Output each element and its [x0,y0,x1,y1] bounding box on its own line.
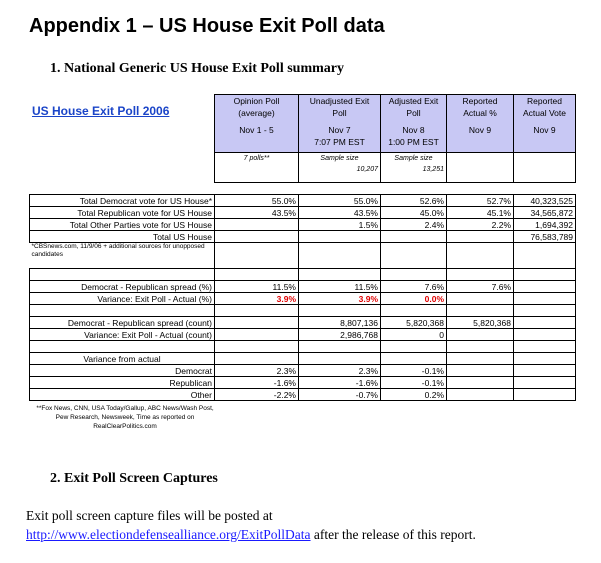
column-header [514,95,576,153]
value-cell: 43.5% [215,207,299,219]
blank-cell [381,341,447,353]
section-1-heading: 1. National Generic US House Exit Poll summary [50,61,344,76]
value-cell [514,293,576,305]
value-cell: -1.6% [215,377,299,389]
value-cell: -2.2% [215,389,299,401]
blank-cell [514,183,576,195]
value-cell: 0 [381,329,447,341]
value-cell: 8,807,136 [299,317,381,329]
vote-row [30,231,576,243]
value-cell: 2.4% [381,219,447,231]
row-label: Democrat - Republican spread (count) [30,317,215,329]
sample-size-cell [381,153,447,183]
blank-cell [447,183,514,195]
blank-cell [30,305,215,317]
value-cell [514,281,576,293]
value-cell [215,219,299,231]
value-cell: 34,565,872 [514,207,576,219]
value-cell: 11.5% [299,281,381,293]
sample-size-value: 13,251 [422,166,444,173]
variance-party-row [30,389,576,401]
value-cell: 2.3% [215,365,299,377]
variance-from-actual-label: Variance from actual [30,353,215,365]
value-cell: 2,986,768 [299,329,381,341]
value-cell [514,377,576,389]
column-header-l2: Actual % [463,108,497,118]
value-cell [447,293,514,305]
value-cell [514,317,576,329]
row-label: Other [30,389,215,401]
section-2-heading: 2. Exit Poll Screen Captures [50,471,218,486]
blank-cell [30,341,215,353]
blank-cell [514,269,576,281]
vote-row [30,219,576,231]
column-header [215,95,299,153]
variance-percent-row [30,293,576,305]
sample-size-row [30,153,576,183]
value-cell: 3.9% [215,293,299,305]
column-header-l2: Poll [332,108,347,118]
polls-footnote: **Fox News, CNN, USA Today/Gallup, ABC News/Wash Post, Pew Research, Newsweek, Time as reported on RealClearPolitics.com [36,405,214,430]
value-cell: 0.2% [381,389,447,401]
spread-percent-row [30,281,576,293]
blank-cell [447,243,514,269]
blank-cell [30,269,215,281]
exit-text-line-2 [26,525,476,544]
column-header-l1: Reported [462,96,498,106]
blank-cell [215,305,299,317]
column-header [381,95,447,153]
sample-size-value: 10,207 [356,166,378,173]
value-cell [215,317,299,329]
value-cell: -0.7% [299,389,381,401]
sample-size-label: Sample size [394,155,433,162]
blank-cell [299,353,381,365]
value-cell [514,389,576,401]
spacer-row [30,269,576,281]
vote-row [30,207,576,219]
polls-count-cell: 7 polls** [215,153,299,183]
row-label: Total Democrat vote for US House* [30,195,215,207]
value-cell: 1,694,392 [514,219,576,231]
value-cell: 1.5% [299,219,381,231]
blank-cell [447,341,514,353]
link-container [32,102,169,120]
value-cell: 7.6% [381,281,447,293]
column-header-l1: Adjusted Exit [388,96,439,106]
variance-count-row [30,329,576,341]
blank-cell [299,341,381,353]
value-cell: 2.2% [447,219,514,231]
value-cell: -1.6% [299,377,381,389]
blank-cell [514,243,576,269]
value-cell [514,365,576,377]
row-label: Variance: Exit Poll - Actual (count) [30,329,215,341]
value-cell: -0.1% [381,365,447,377]
column-header-date: Nov 9 [468,125,492,135]
value-cell: 3.9% [299,293,381,305]
variance-party-row [30,365,576,377]
row-label: Total Other Parties vote for US House [30,219,215,231]
blank-cell [299,269,381,281]
row-label: Democrat - Republican spread (%) [30,281,215,293]
blank-cell [381,269,447,281]
value-cell [215,329,299,341]
column-header-l2: Actual Vote [522,108,566,118]
blank-cell [381,353,447,365]
blank-cell [514,353,576,365]
variance-party-row [30,377,576,389]
column-header-l1: Unadjusted Exit [309,96,370,106]
vote-row [30,195,576,207]
value-cell: 55.0% [215,195,299,207]
spread-count-row [30,317,576,329]
value-cell [447,389,514,401]
blank-cell [215,353,299,365]
blank-cell [381,305,447,317]
value-cell: 7.6% [447,281,514,293]
exit-poll-table [29,94,576,401]
value-cell: 40,323,525 [514,195,576,207]
value-cell: 45.1% [447,207,514,219]
blank-cell [30,153,215,183]
footnote-row [30,243,576,269]
value-cell: 45.0% [381,207,447,219]
row-label: Republican [30,377,215,389]
value-cell [447,365,514,377]
value-cell: 43.5% [299,207,381,219]
column-header-l2: Poll [406,108,421,118]
column-header-date: Nov 9 [533,125,556,135]
column-header-l2: (average) [238,108,275,118]
row-label: Democrat [30,365,215,377]
value-cell: 76,583,789 [514,231,576,243]
column-header-date: Nov 7 [328,125,351,135]
blank-cell [447,269,514,281]
value-cell [514,329,576,341]
blank-cell [215,183,299,195]
blank-cell [447,305,514,317]
value-cell: -0.1% [381,377,447,389]
value-cell: 0.0% [381,293,447,305]
page-title: Appendix 1 – US House Exit Poll data [29,15,385,37]
blank-cell [299,305,381,317]
column-header-date: Nov 1 - 5 [239,125,274,135]
blank-cell [514,341,576,353]
exit-poll-paragraph [26,506,476,544]
column-header [447,95,514,153]
exit-text-line-1: Exit poll screen capture files will be posted at [26,508,273,523]
column-header-l1: Opinion Poll [233,96,280,106]
value-cell: 52.7% [447,195,514,207]
column-header-time: 1:00 PM EST [388,137,439,147]
exit-text-line-2-suffix: after the release of this report. [310,527,476,542]
blank-cell [514,305,576,317]
value-cell [215,231,299,243]
blank-cell [215,341,299,353]
sample-size-label: Sample size [320,155,359,162]
blank-cell [447,153,514,183]
column-header-time: 7:07 PM EST [314,137,365,147]
blank-cell [299,243,381,269]
spacer-row [30,183,576,195]
column-header-l1: Reported [527,96,562,106]
value-cell: 5,820,368 [381,317,447,329]
sample-size-cell [299,153,381,183]
blank-cell [30,183,215,195]
value-cell [447,231,514,243]
row-label: Total US House [30,231,215,243]
blank-cell [215,243,299,269]
blank-cell [447,353,514,365]
blank-cell [299,183,381,195]
variance-header-row [30,353,576,365]
column-header-date: Nov 8 [402,125,425,135]
value-cell [447,329,514,341]
row-label: Variance: Exit Poll - Actual (%) [30,293,215,305]
value-cell [299,231,381,243]
value-cell [447,377,514,389]
spacer-row [30,341,576,353]
cbs-footnote: *CBSnews.com, 11/9/06 + additional sources for unopposed candidates [31,243,205,258]
value-cell [381,231,447,243]
value-cell: 2.3% [299,365,381,377]
value-cell: 5,820,368 [447,317,514,329]
exit-poll-data-link[interactable]: http://www.electiondefensealliance.org/ExitPollData [26,527,311,542]
value-cell: 55.0% [299,195,381,207]
blank-cell [215,269,299,281]
blank-cell [514,153,576,183]
us-house-exit-poll-link[interactable]: US House Exit Poll 2006 [32,104,170,118]
blank-cell [381,183,447,195]
spacer-row [30,305,576,317]
value-cell: 11.5% [215,281,299,293]
value-cell: 52.6% [381,195,447,207]
column-header [299,95,381,153]
row-label: Total Republican vote for US House [30,207,215,219]
blank-cell [381,243,447,269]
